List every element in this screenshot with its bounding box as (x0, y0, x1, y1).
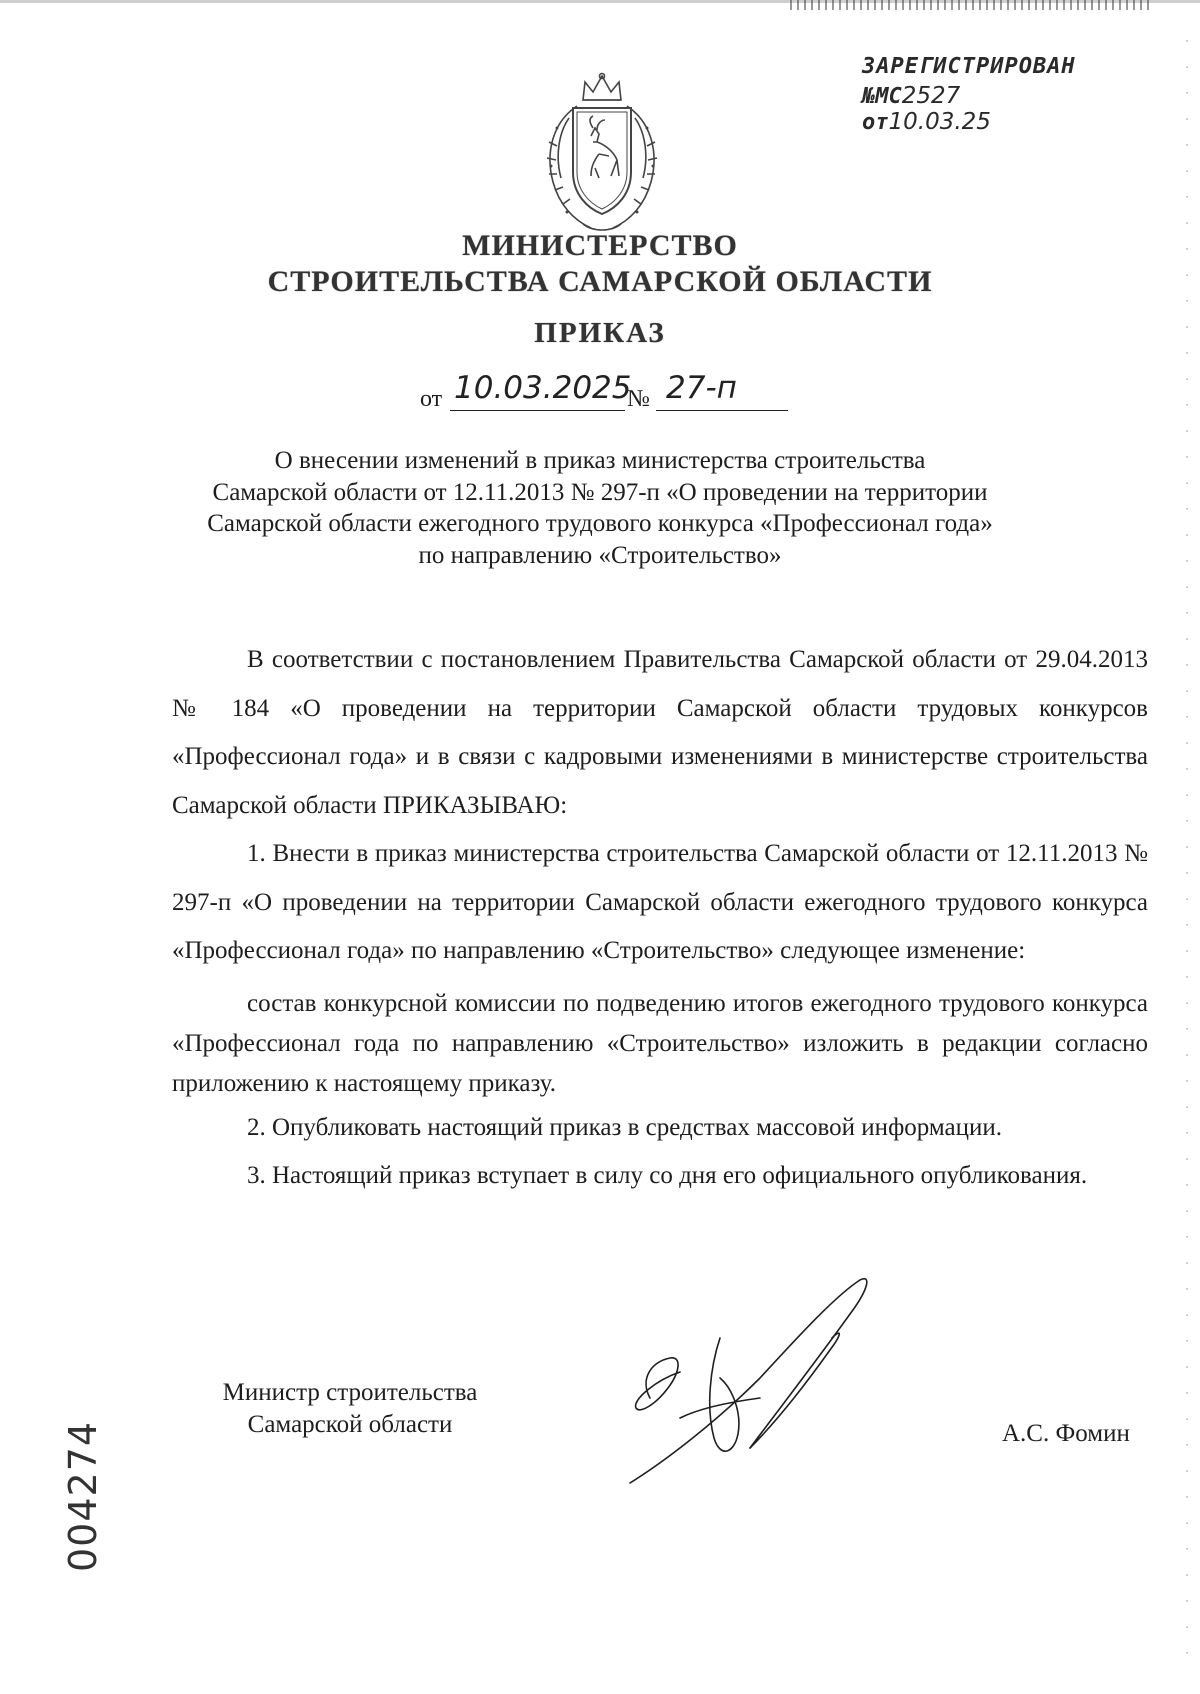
signer-position (200, 1377, 500, 1441)
registration-prefix: №МС (862, 84, 902, 109)
order-item-2: 2. Опубликовать настоящий приказ в средствах массовой информации. (247, 1113, 1003, 1141)
ministry-name-line2: СТРОИТЕЛЬСТВА САМАРСКОЙ ОБЛАСТИ (267, 265, 933, 298)
order-item-3: 3. Настоящий приказ вступает в силу со дня его официального опубликования. (247, 1162, 1088, 1189)
order-item-1: 1. Внести в приказ министерства строительства Самарской области от 12.11.2013 № 297-п «О проведении на территории Самарской области ежегодного трудового конкурса «Профессионал года» по направлению «Строительство» следующее изменение: (172, 840, 1148, 964)
order-body (172, 636, 1148, 1201)
order-dateline (420, 372, 800, 412)
registration-number: 2527 (901, 83, 961, 109)
handwritten-signature (610, 1268, 910, 1498)
order-number: 27-п (666, 370, 737, 406)
preamble-paragraph: В соответствии с постановлением Правительства Самарской области от 29.04.2013 № 184 «О проведении на территории Самарской области трудовых конкурсов «Профессионал года» и в связи с кадровыми изменениями в министерстве строительства Самарской области ПРИКАЗЫВАЮ: (172, 646, 1148, 819)
order-item-1-sub: состав конкурсной комиссии по подведению итогов ежегодного трудового конкурса «Профессионал года по направлению «Строительство» изложить в редакции согласно приложению к настоящему приказу. (172, 989, 1148, 1097)
number-underline (656, 410, 788, 411)
registration-stamp-title: ЗАРЕГИСТРИРОВАН (862, 54, 1076, 79)
scan-top-marks (790, 0, 1150, 10)
ministry-name (0, 228, 1200, 300)
subject-line: по направлению «Строительство» (418, 541, 782, 569)
samara-coat-of-arms-icon (533, 72, 671, 234)
signer-name: А.С. Фомин (1002, 1420, 1130, 1447)
subject-line: Самарской области ежегодного трудового конкурса «Профессионал года» (207, 510, 993, 537)
ministry-name-line1: МИНИСТЕРСТВО (462, 229, 738, 262)
margin-serial-number: 004274 (61, 1420, 105, 1572)
order-subject (180, 445, 1020, 571)
date-from-label: от (420, 386, 443, 412)
order-title: ПРИКАЗ (534, 317, 666, 349)
registration-stamp (862, 54, 1092, 135)
registration-date: 10.03.25 (888, 109, 991, 135)
subject-line: О внесении изменений в приказ министерства строительства (274, 447, 926, 474)
signer-position-line1: Министр строительства (222, 1379, 478, 1406)
registration-stamp-number-line (862, 83, 1092, 135)
number-label: № (627, 386, 650, 412)
subject-line: Самарской области от 12.11.2013 № 297-п «О проведении на территории (212, 478, 988, 506)
date-underline (450, 410, 625, 411)
order-date: 10.03.2025 (454, 370, 632, 406)
signer-position-line2: Самарской области (247, 1411, 453, 1438)
registration-from-label: от (862, 110, 889, 135)
